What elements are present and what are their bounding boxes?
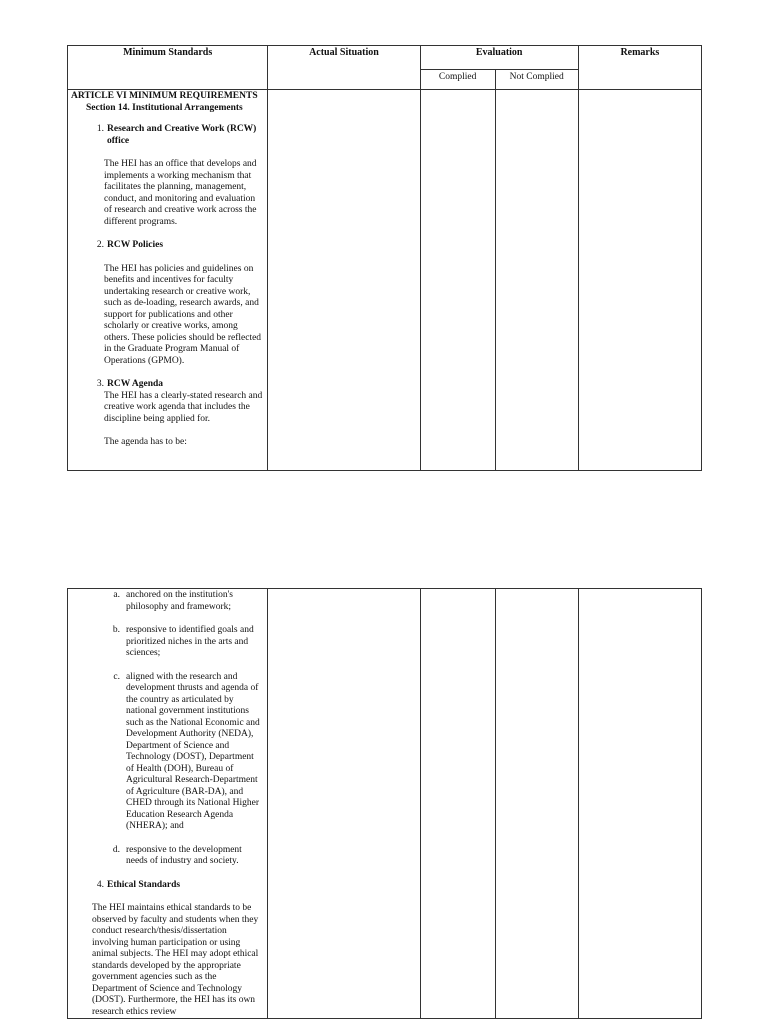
remarks-cell	[578, 90, 701, 471]
header-minimum-standards: Minimum Standards	[68, 46, 268, 90]
actual-situation-cell	[268, 589, 420, 1019]
header-complied: Complied	[420, 70, 495, 90]
item-text: anchored on the institution's philosophy and framework;	[126, 590, 233, 612]
item-title: RCW Policies	[107, 240, 164, 250]
item-text: The HEI has a clearly-stated research and creative work agenda that includes the discipline being applied for.	[104, 390, 263, 424]
complied-cell	[420, 90, 495, 471]
header-remarks: Remarks	[578, 46, 701, 90]
standards-table-part-1	[67, 45, 702, 471]
remarks-cell	[578, 589, 701, 1019]
article-heading: ARTICLE VI MINIMUM REQUIREMENTS	[71, 91, 258, 101]
item-letter: b.	[112, 625, 120, 635]
complied-cell	[420, 589, 495, 1019]
header-actual-situation: Actual Situation	[268, 46, 420, 90]
item-letter: d.	[112, 844, 120, 855]
item-number: 4.	[96, 879, 104, 890]
minimum-standards-cell	[68, 90, 268, 471]
item-letter: a.	[113, 590, 120, 600]
item-number: 1.	[96, 124, 104, 134]
list-item	[71, 590, 263, 613]
item-text: aligned with the research and development thrusts and agenda of the country as articulated by national government institutions such as the National Economic and Development Authority (NEDA), Department of Science and Technology (DOST), Department of Health (DOH), Bureau of Agricultural Research-Department of Agriculture (BAR-DA), and CHED through its National Higher Education Research Agenda (NHERA); and	[126, 671, 260, 831]
item-text: The HEI maintains ethical standards to be observed by faculty and students when they conduct research/thesis/dissertation involving human participation or using animal subjects. The HEI may adopt ethical standards developed by the appropriate government agencies such as the Department of Science and Technology (DOST). Furthermore, the HEI has its own research ethics review	[92, 903, 259, 1017]
item-text: The HEI has policies and guidelines on benefits and incentives for faculty undertaking research or creative work, such as de-loading, research awards, and support for publications and other scholarly or creative works, among others. These policies should be reflected in the Graduate Program Manual of Operations (GPMO).	[104, 263, 262, 366]
item-text-2: The agenda has to be:	[104, 437, 187, 447]
item-number: 2.	[96, 240, 104, 250]
header-evaluation: Evaluation	[420, 46, 578, 70]
item-title: Ethical Standards	[107, 879, 181, 890]
item-text: The HEI has an office that develops and implements a working mechanism that facilitates the planning, management, conduct, and monitoring and evaluation of research and creative work across the different programs.	[104, 159, 257, 227]
minimum-standards-cell	[68, 589, 268, 1019]
item-number: 3.	[96, 379, 104, 389]
item-title: Research and Creative Work (RCW) office	[107, 124, 257, 146]
list-item	[71, 880, 263, 892]
item-text: responsive to the development needs of industry and society.	[126, 844, 242, 866]
not-complied-cell	[495, 90, 578, 471]
list-item	[71, 845, 263, 868]
list-item	[71, 379, 263, 391]
list-item	[71, 240, 263, 252]
actual-situation-cell	[268, 90, 420, 471]
list-item	[71, 672, 263, 833]
section-heading: Section 14. Institutional Arrangements	[86, 102, 243, 113]
item-title: RCW Agenda	[107, 379, 164, 389]
not-complied-cell	[495, 589, 578, 1019]
item-text: responsive to identified goals and prioritized niches in the arts and sciences;	[126, 625, 254, 658]
standards-table-part-2	[67, 588, 702, 1019]
item-letter: c.	[113, 671, 120, 682]
agenda-sublist	[71, 590, 263, 868]
list-item	[71, 625, 263, 660]
header-not-complied: Not Complied	[495, 70, 578, 90]
list-item	[71, 124, 263, 147]
